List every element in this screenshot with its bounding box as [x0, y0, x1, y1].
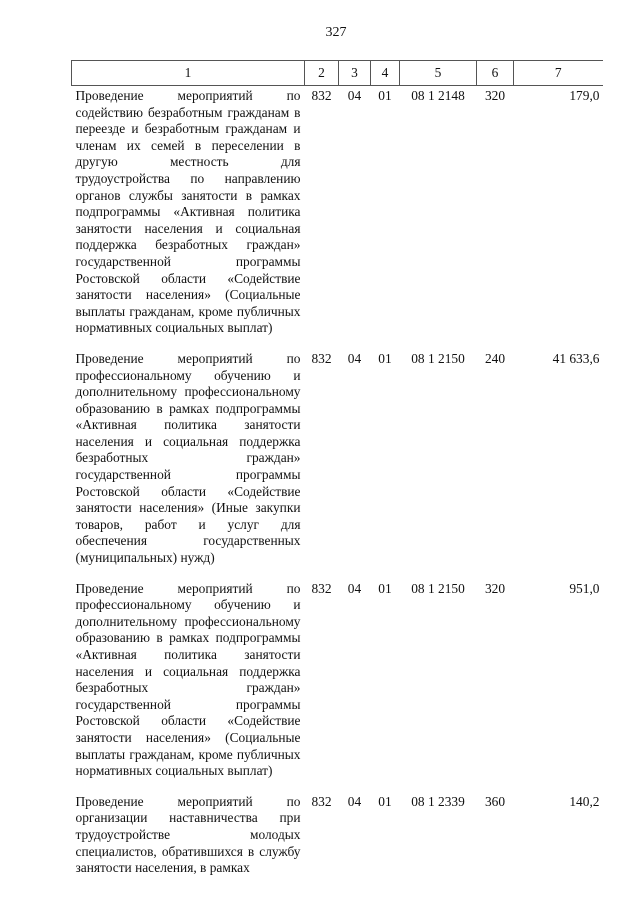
row-subsection-code: 01 — [378, 793, 392, 809]
row-section-code: 04 — [347, 88, 362, 103]
row-amount: 41 633,6 — [552, 350, 600, 366]
row-section-code: 04 — [347, 580, 362, 596]
column-header-5: 5 — [400, 61, 477, 86]
row-description: Проведение мероприятий по содействию безработным гражданам в переезде и безработным гражданам и членам их семей в переселении в другую местность для трудоустройства по направлению органов службы занятости в рамках подпрограммы «Активная политика занятости населения и социальная поддержка безработных граждан» государственной программы Ростовской области «Содействие занятости населения» (Социальные выплаты гражданам, кроме публичных нормативных социальных выплат) — [75, 88, 301, 336]
row-section-code: 04 — [347, 793, 362, 809]
row-target-code: 08 1 2148 — [411, 88, 465, 103]
row-ministry-code: 832 — [311, 88, 332, 103]
row-expense-type: 360 — [484, 793, 506, 809]
row-description: Проведение мероприятий по организации наставничества при трудоустройстве молодых специалистов, обратившихся в службу занятости населения, в рамках — [75, 793, 301, 876]
row-expense-type: 240 — [484, 350, 506, 366]
row-ministry-code: 832 — [311, 793, 332, 809]
row-amount: 140,2 — [569, 793, 600, 809]
column-header-4: 4 — [371, 61, 400, 86]
row-description: Проведение мероприятий по профессиональному обучению и дополнительному профессиональному образованию в рамках подпрограммы «Активная политика занятости населения и социальная поддержка безработных граждан» государственной программы Ростовской области «Содействие занятости населения» (Социальные выплаты гражданам, кроме публичных нормативных социальных выплат) — [75, 580, 301, 779]
budget-table — [71, 60, 603, 877]
column-header-7: 7 — [514, 61, 603, 86]
column-header-2: 2 — [305, 61, 339, 86]
row-description: Проведение мероприятий по профессиональному обучению и дополнительному профессиональному образованию в рамках подпрограммы «Активная политика занятости населения и социальная поддержка безработных граждан» государственной программы Ростовской области «Содействие занятости населения» (Иные закупки товаров, работ и услуг для обеспечения государственных (муниципальных) нужд) — [75, 350, 301, 566]
row-amount: 179,0 — [569, 88, 600, 103]
row-subsection-code: 01 — [378, 580, 392, 596]
row-ministry-code: 832 — [311, 350, 332, 366]
column-header-3: 3 — [339, 61, 371, 86]
table-row — [72, 567, 603, 780]
row-subsection-code: 01 — [378, 350, 392, 366]
row-section-code: 04 — [347, 350, 362, 366]
column-header-1: 1 — [72, 61, 305, 86]
table-header — [72, 61, 603, 86]
row-target-code: 08 1 2339 — [411, 793, 465, 809]
row-amount: 951,0 — [569, 580, 600, 596]
table-row — [72, 337, 603, 567]
row-target-code: 08 1 2150 — [411, 350, 465, 366]
row-expense-type: 320 — [484, 580, 506, 596]
row-target-code: 08 1 2150 — [411, 580, 465, 596]
table-row — [72, 86, 603, 337]
page-number: 327 — [325, 25, 347, 40]
row-subsection-code: 01 — [378, 88, 392, 103]
table-row — [72, 780, 603, 877]
row-expense-type: 320 — [484, 88, 506, 103]
row-ministry-code: 832 — [311, 580, 332, 596]
column-header-6: 6 — [477, 61, 514, 86]
